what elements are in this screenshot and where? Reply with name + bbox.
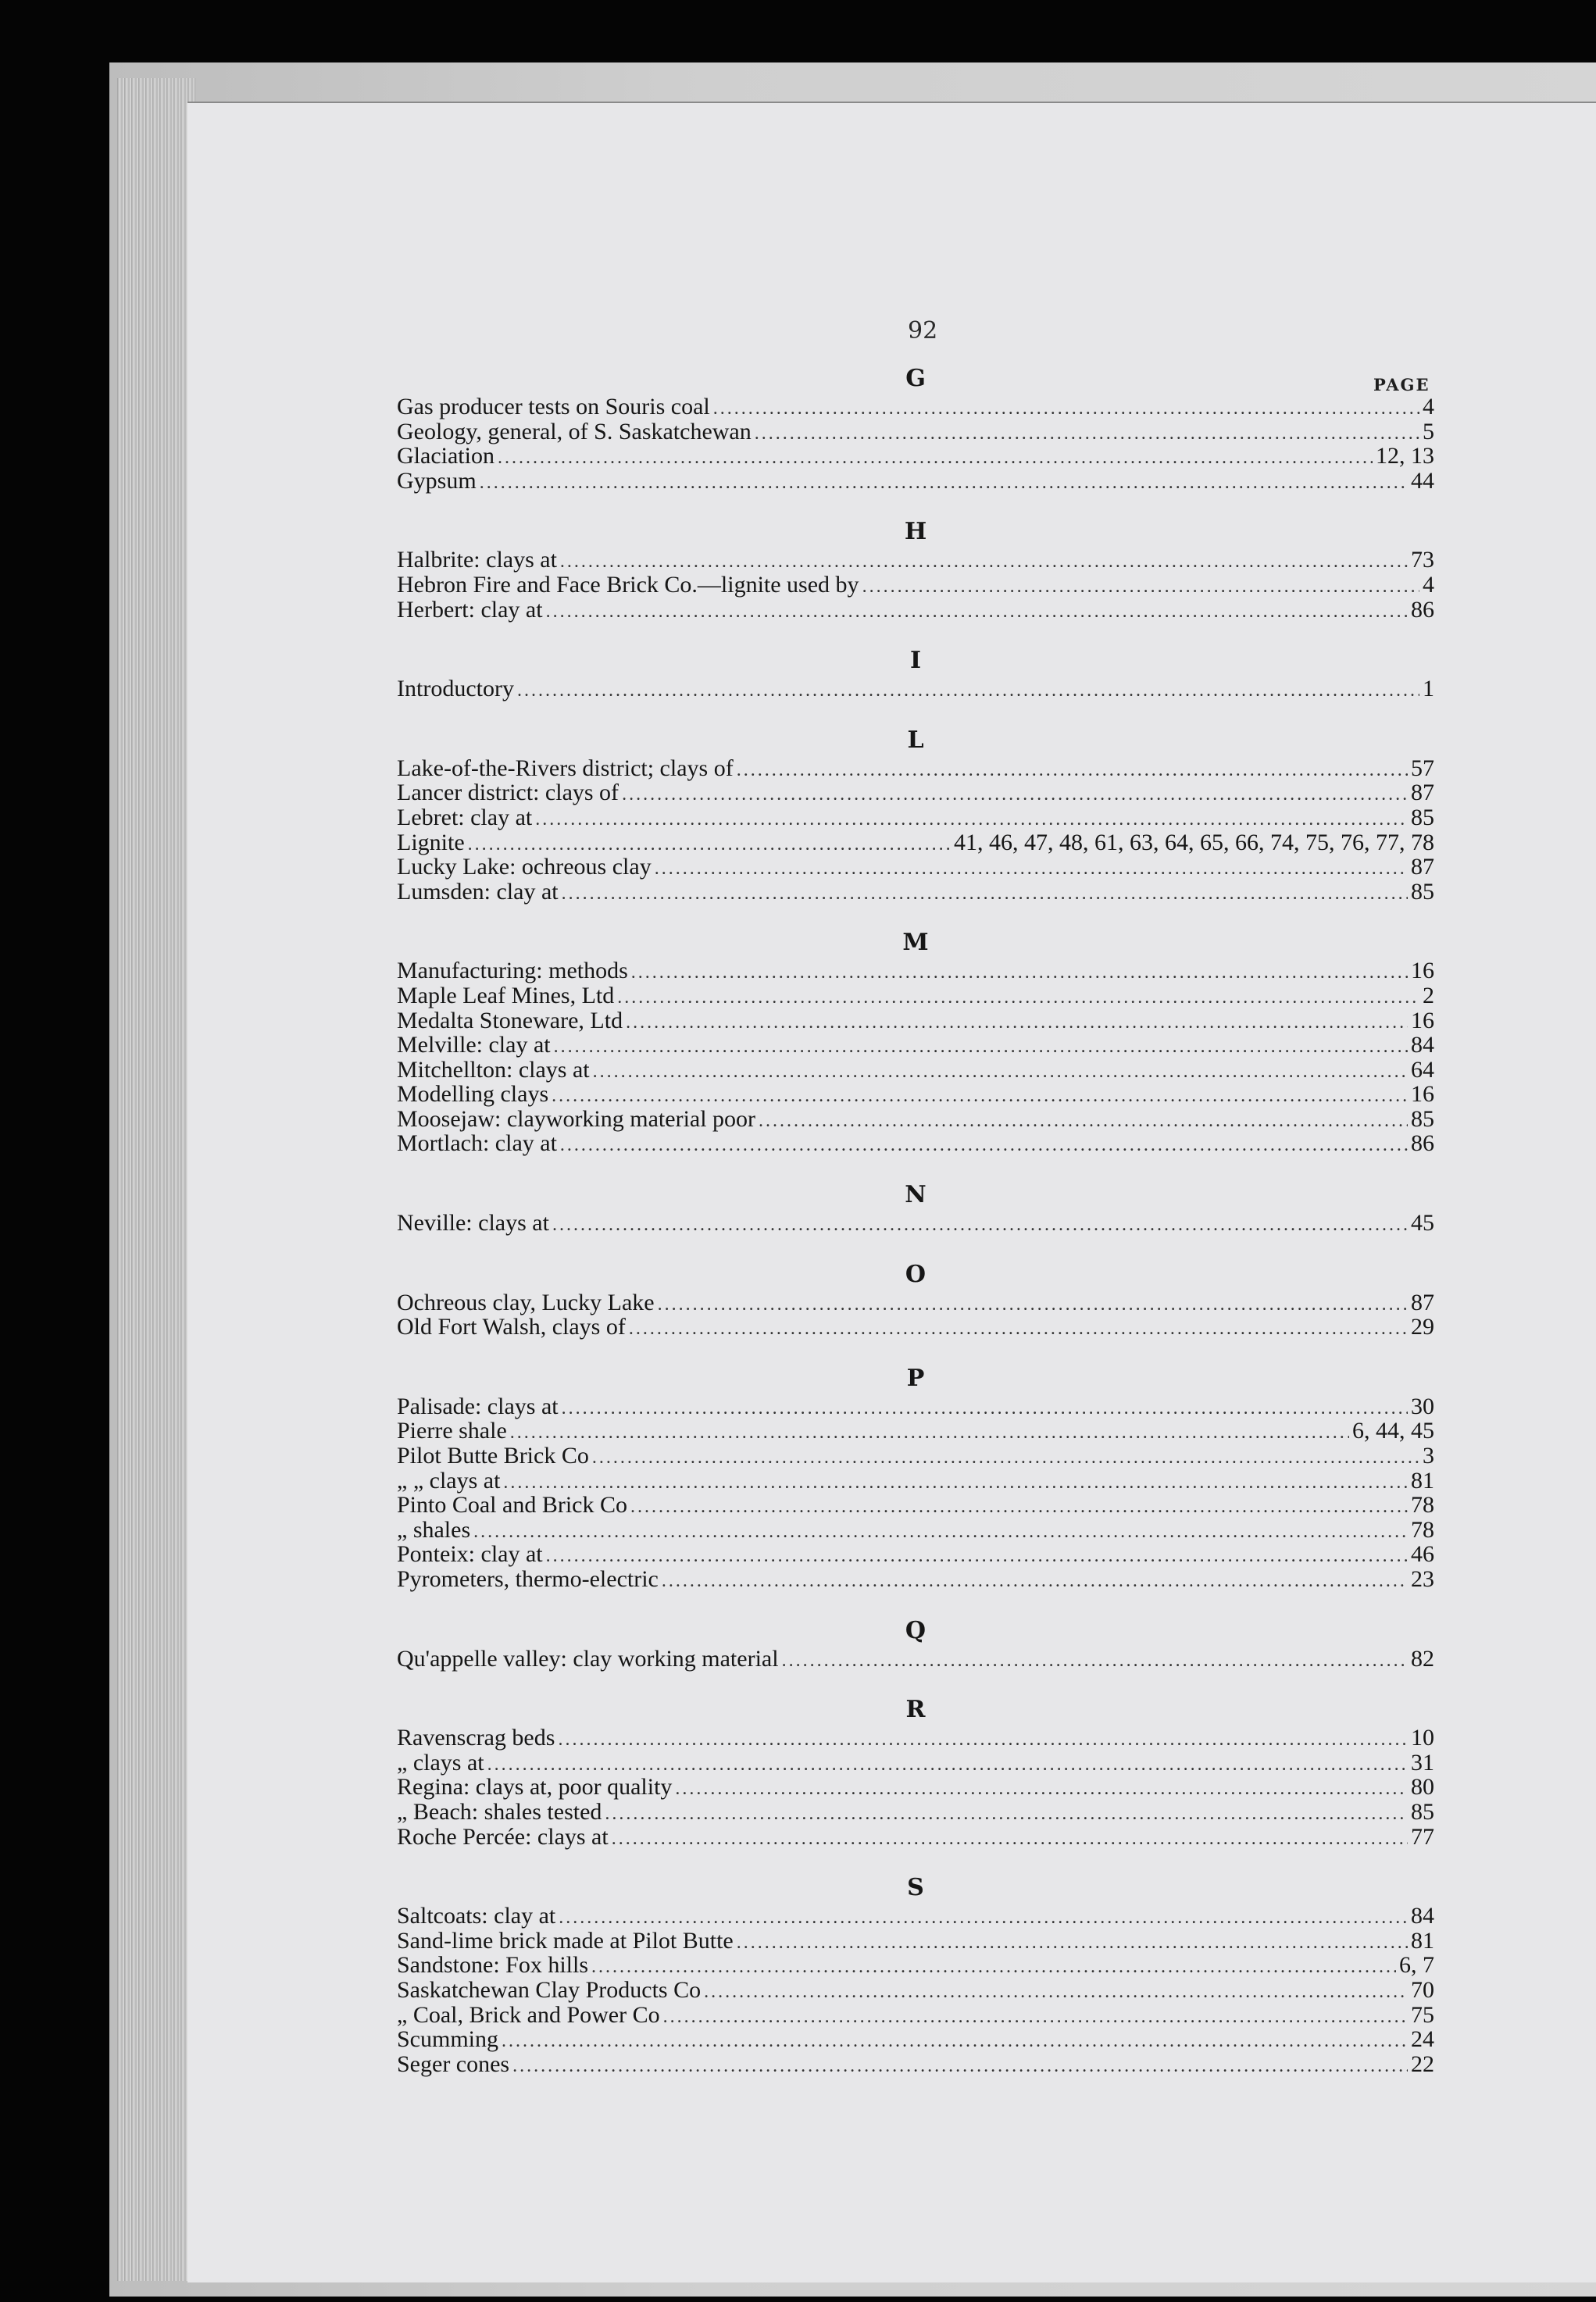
dot-leader <box>759 1109 1408 1134</box>
index-entry <box>397 1800 1434 1825</box>
entry-label: Maple Leaf Mines, Ltd <box>397 982 615 1008</box>
index-section <box>397 1259 1434 1340</box>
entry-page: 12, 13 <box>1376 443 1434 469</box>
dot-leader <box>591 1955 1396 1980</box>
dot-leader <box>704 1980 1408 2005</box>
dot-leader <box>546 600 1408 625</box>
section-letter: O <box>905 1260 927 1288</box>
section-letter: H <box>904 518 927 546</box>
section-letter: N <box>905 1181 927 1209</box>
index-entry <box>397 1751 1434 1776</box>
dot-leader <box>626 1011 1408 1036</box>
entry-page: 16 <box>1411 1081 1434 1108</box>
entry-page: 78 <box>1411 1516 1434 1543</box>
index-section <box>397 363 1434 493</box>
entry-page: 6, 44, 45 <box>1352 1418 1434 1444</box>
entry-page: 86 <box>1411 1130 1434 1157</box>
entry-page: 5 <box>1423 418 1434 444</box>
index-entry <box>397 1107 1434 1132</box>
entry-label: „ „ clays at <box>397 1467 501 1494</box>
dot-leader <box>675 1777 1408 1802</box>
entry-label: Pilot Butte Brick Co <box>397 1443 589 1469</box>
index-entry <box>397 1033 1434 1058</box>
index-entry <box>397 1825 1434 1850</box>
entry-label: Qu'appelle valley: clay working material <box>397 1645 779 1672</box>
dot-leader <box>559 1906 1408 1931</box>
index-entry <box>397 958 1434 983</box>
entry-label: Saltcoats: clay at <box>397 1903 556 1929</box>
entry-page: 46 <box>1411 1541 1434 1568</box>
section-gap <box>397 701 1434 725</box>
entry-page: 84 <box>1411 1032 1434 1058</box>
entry-label: Lucky Lake: ochreous clay <box>397 854 652 880</box>
entry-label: Introductory <box>397 676 514 702</box>
entry-label: Seger cones <box>397 2050 510 2077</box>
entry-page: 87 <box>1411 780 1434 806</box>
index-section <box>397 1363 1434 1592</box>
entry-page: 87 <box>1411 1289 1434 1315</box>
entry-label: Lignite <box>397 829 465 855</box>
entry-page: 23 <box>1411 1566 1434 1592</box>
entry-label: Gas producer tests on Souris coal <box>397 394 710 419</box>
dot-leader <box>658 1293 1408 1318</box>
entry-page: 77 <box>1411 1823 1434 1850</box>
entry-label: Palisade: clays at <box>397 1393 559 1419</box>
index-entry <box>397 676 1434 701</box>
entry-page: 30 <box>1411 1393 1434 1419</box>
section-letter: S <box>907 1874 924 1902</box>
dot-leader <box>737 1931 1408 1956</box>
index-section <box>397 1615 1434 1672</box>
dot-leader <box>655 857 1408 882</box>
entry-page: 73 <box>1411 547 1434 573</box>
index-section <box>397 516 1434 622</box>
index-entry <box>397 394 1434 419</box>
entry-label: Lumsden: clay at <box>397 878 559 905</box>
index-list <box>397 363 1434 2076</box>
entry-label: Roche Percée: clays at <box>397 1823 609 1850</box>
dot-leader <box>862 575 1419 600</box>
index-section <box>397 1694 1434 1849</box>
entry-label: „ Coal, Brick and Power Co <box>397 2001 660 2028</box>
index-entry <box>397 573 1434 598</box>
section-letter: L <box>907 726 924 754</box>
entry-label: Mortlach: clay at <box>397 1130 557 1157</box>
section-gap <box>397 1592 1434 1615</box>
dot-leader <box>560 1133 1408 1158</box>
entry-page: 81 <box>1411 1467 1434 1494</box>
entry-page: 84 <box>1411 1903 1434 1929</box>
entry-page: 82 <box>1411 1645 1434 1672</box>
entry-page: 86 <box>1411 596 1434 623</box>
index-entry <box>397 756 1434 781</box>
entry-page: 16 <box>1411 1007 1434 1033</box>
index-entry <box>397 2027 1434 2052</box>
dot-leader <box>782 1649 1408 1674</box>
section-gap <box>397 1671 1434 1694</box>
entry-page: 87 <box>1411 854 1434 880</box>
entry-label: Gypsum <box>397 467 477 494</box>
index-entry <box>397 1394 1434 1419</box>
section-gap <box>397 1156 1434 1180</box>
entry-page: 70 <box>1411 1976 1434 2003</box>
dot-leader <box>562 1397 1408 1422</box>
index-entry <box>397 855 1434 880</box>
index-section <box>397 927 1434 1156</box>
index-entry <box>397 419 1434 444</box>
index-entry <box>397 1290 1434 1315</box>
entry-label: „ clays at <box>397 1749 484 1776</box>
entry-label: Pinto Coal and Brick Co <box>397 1492 627 1519</box>
entry-page: 57 <box>1411 755 1434 781</box>
entry-label: Mitchellton: clays at <box>397 1056 590 1083</box>
entry-page: 78 <box>1411 1492 1434 1519</box>
dot-leader <box>662 1569 1408 1594</box>
dot-leader <box>503 1471 1408 1496</box>
dot-leader <box>517 679 1419 704</box>
index-section <box>397 1180 1434 1236</box>
dot-leader <box>592 1446 1419 1471</box>
entry-page: 85 <box>1411 1798 1434 1825</box>
entry-page: 85 <box>1411 878 1434 905</box>
index-entry <box>397 780 1434 805</box>
index-entry <box>397 1211 1434 1236</box>
entry-label: Herbert: clay at <box>397 596 543 623</box>
index-entry <box>397 444 1434 469</box>
entry-label: „ Beach: shales tested <box>397 1798 602 1825</box>
index-entry <box>397 1978 1434 2003</box>
entry-page: 10 <box>1411 1725 1434 1751</box>
entry-label: Modelling clays <box>397 1081 549 1108</box>
entry-page: 1 <box>1423 676 1434 702</box>
index-entry <box>397 1444 1434 1469</box>
entry-label: Lancer district: clays of <box>397 780 619 806</box>
index-entry <box>397 1647 1434 1672</box>
index-entry <box>397 548 1434 573</box>
entry-page: 85 <box>1411 804 1434 830</box>
dot-leader <box>630 1495 1408 1520</box>
index-entry <box>397 1008 1434 1033</box>
entry-label: Ravenscrag beds <box>397 1725 555 1751</box>
entry-page: 4 <box>1423 571 1434 598</box>
section-gap <box>397 1340 1434 1363</box>
dot-leader <box>558 1728 1408 1753</box>
entry-page: 29 <box>1411 1314 1434 1340</box>
index-entry <box>397 1567 1434 1592</box>
index-entry <box>397 830 1434 855</box>
dot-leader <box>480 471 1408 496</box>
index-entry <box>397 1929 1434 1954</box>
dot-leader <box>663 2005 1408 2030</box>
entry-label: Saskatchewan Clay Products Co <box>397 1976 702 2003</box>
dot-leader <box>535 808 1408 833</box>
page-column-header: PAGE <box>1373 375 1430 394</box>
index-entry <box>397 1469 1434 1494</box>
dot-leader <box>755 422 1419 447</box>
page-number: 92 <box>908 317 938 344</box>
dot-leader <box>629 1317 1408 1342</box>
entry-label: Medalta Stoneware, Ltd <box>397 1007 623 1033</box>
dot-leader <box>562 882 1408 907</box>
index-entry <box>397 1775 1434 1800</box>
section-gap <box>397 1849 1434 1872</box>
entry-page: 31 <box>1411 1749 1434 1776</box>
section-gap <box>397 904 1434 927</box>
dot-leader <box>617 986 1419 1011</box>
entry-page: 6, 7 <box>1399 1952 1434 1979</box>
section-gap <box>397 493 1434 516</box>
section-letter: I <box>909 647 922 675</box>
section-letter: M <box>902 929 929 957</box>
index-entry <box>397 1904 1434 1929</box>
dot-leader <box>554 1035 1408 1060</box>
dot-leader <box>546 1544 1408 1569</box>
entry-label: Pyrometers, thermo-electric <box>397 1566 659 1592</box>
index-entry <box>397 1953 1434 1978</box>
index-entry <box>397 880 1434 905</box>
index-entry <box>397 983 1434 1008</box>
section-letter: P <box>906 1364 925 1392</box>
dot-leader <box>510 1421 1349 1446</box>
section-gap <box>397 622 1434 645</box>
entry-page: 4 <box>1423 394 1434 419</box>
index-entry <box>397 1419 1434 1444</box>
dot-leader <box>593 1060 1408 1085</box>
index-section <box>397 1872 1434 2076</box>
entry-label: Old Fort Walsh, clays of <box>397 1314 626 1340</box>
page-edges <box>117 78 195 2281</box>
entry-label: Sandstone: Fox hills <box>397 1952 589 1979</box>
index-entry <box>397 1518 1434 1543</box>
index-section <box>397 725 1434 905</box>
dot-leader <box>612 1827 1408 1852</box>
entry-label: Glaciation <box>397 443 495 469</box>
entry-label: Neville: clays at <box>397 1210 549 1237</box>
dot-leader <box>502 2029 1408 2054</box>
entry-page: 64 <box>1411 1056 1434 1083</box>
section-letter: R <box>905 1696 926 1724</box>
entry-label: Halbrite: clays at <box>397 547 557 573</box>
entry-page: 85 <box>1411 1105 1434 1132</box>
entry-page: 3 <box>1423 1443 1434 1469</box>
entry-label: Ochreous clay, Lucky Lake <box>397 1289 655 1315</box>
entry-label: Regina: clays at, poor quality <box>397 1774 673 1801</box>
entry-label: Lebret: clay at <box>397 804 533 830</box>
dot-leader <box>473 1520 1408 1545</box>
index-entry <box>397 1726 1434 1751</box>
entry-label: Melville: clay at <box>397 1032 551 1058</box>
index-entry <box>397 2003 1434 2028</box>
entry-label: Geology, general, of S. Saskatchewan <box>397 418 752 444</box>
index-entry <box>397 1131 1434 1156</box>
dot-leader <box>713 397 1419 422</box>
dot-leader <box>498 446 1373 471</box>
entry-label: Ponteix: clay at <box>397 1541 543 1568</box>
entry-page: 24 <box>1411 2026 1434 2053</box>
index-entry <box>397 805 1434 830</box>
index-entry <box>397 1493 1434 1518</box>
index-entry <box>397 469 1434 494</box>
entry-label: Scumming <box>397 2026 499 2053</box>
dot-leader <box>552 1213 1408 1238</box>
entry-label: Lake-of-the-Rivers district; clays of <box>397 755 734 781</box>
entry-label: Moosejaw: clayworking material poor <box>397 1105 756 1132</box>
index-entry <box>397 1315 1434 1340</box>
entry-label: Sand-lime brick made at Pilot Butte <box>397 1927 734 1954</box>
index-entry <box>397 598 1434 623</box>
entry-label: Pierre shale <box>397 1418 507 1444</box>
entry-page: 22 <box>1411 2050 1434 2077</box>
dot-leader <box>512 2054 1408 2079</box>
index-entry <box>397 1058 1434 1083</box>
entry-page: 41, 46, 47, 48, 61, 63, 64, 65, 66, 74, 75, 76, 77, 78 <box>954 829 1434 855</box>
section-letter: Q <box>905 1616 927 1644</box>
entry-label: Manufacturing: methods <box>397 958 628 984</box>
dot-leader <box>622 783 1408 808</box>
dot-leader <box>737 758 1408 783</box>
entry-page: 44 <box>1411 467 1434 494</box>
index-entry <box>397 1542 1434 1567</box>
entry-label: Hebron Fire and Face Brick Co.—lignite used by <box>397 571 859 598</box>
entry-page: 45 <box>1411 1210 1434 1237</box>
index-entry <box>397 2052 1434 2077</box>
entry-page: 16 <box>1411 958 1434 984</box>
index-entry <box>397 1082 1434 1107</box>
entry-page: 75 <box>1411 2001 1434 2028</box>
entry-page: 2 <box>1423 982 1434 1008</box>
dot-leader <box>631 961 1408 986</box>
entry-page: 80 <box>1411 1774 1434 1801</box>
entry-page: 81 <box>1411 1927 1434 1954</box>
dot-leader <box>605 1802 1408 1827</box>
section-gap <box>397 1236 1434 1259</box>
entry-label: „ shales <box>397 1516 471 1543</box>
section-letter: G <box>905 365 926 392</box>
index-section <box>397 645 1434 701</box>
